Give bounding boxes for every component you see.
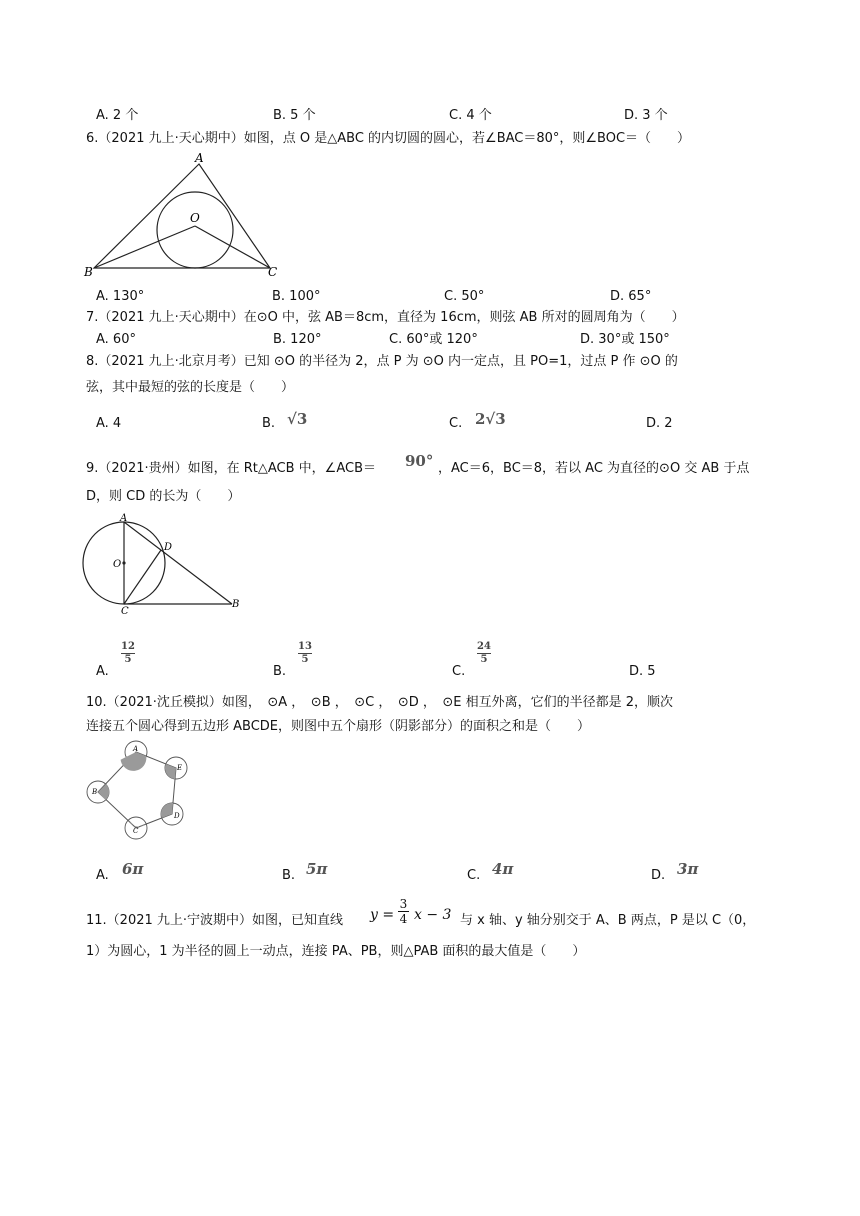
q7-option-c: C. 60°或 120° — [389, 332, 478, 347]
q8-option-c: C. — [449, 416, 463, 431]
q9-question-line1a: 9.（2021·贵州）如图，在 Rt△ACB 中，∠ACB＝ — [86, 461, 376, 476]
q10-option-a: A. — [96, 868, 109, 883]
q6-option-c: C. 50° — [444, 289, 485, 304]
fraction-numerator: 3 — [399, 897, 408, 911]
q9-option-c: C. — [452, 664, 466, 679]
q11-question-line2: 1）为圆心，1 为半径的圆上一动点，连接 PA、PB，则△PAB 面积的最大值是（ ） — [86, 944, 586, 959]
q10-question-line2: 连接五个圆心得到五边形 ABCDE，则图中五个扇形（阴影部分）的面积之和是（ ） — [86, 719, 591, 734]
q10-option-a-math: 6π — [122, 860, 144, 878]
q10-question-line1: 10.（2021·沈丘模拟）如图， ⊙A ， ⊙B ， ⊙C ， ⊙D ， ⊙E 相互外离，它们的半径都是 2，顺次 — [86, 695, 674, 710]
q9-option-b-fraction — [298, 642, 312, 665]
q10-label-a: A — [133, 745, 139, 753]
q6-label-b: B — [84, 265, 93, 279]
q9-option-d: D. 5 — [629, 664, 656, 679]
fraction-denominator: 5 — [301, 654, 309, 665]
fraction-denominator: 5 — [480, 654, 488, 665]
q5-option-d: D. 3 个 — [624, 108, 668, 123]
fraction-denominator: 4 — [399, 912, 408, 926]
q9-question-line2: D，则 CD 的长为（ ） — [86, 489, 241, 504]
q7-option-a: A. 60° — [96, 332, 136, 347]
q9-option-c-fraction — [477, 642, 491, 665]
q9-question-line1b: ，AC＝6，BC＝8，若以 AC 为直径的⊙O 交 AB 于点 — [438, 461, 750, 476]
q10-option-d: D. — [651, 868, 666, 883]
q9-option-a-fraction — [121, 642, 135, 665]
fraction-numerator: 13 — [298, 641, 312, 652]
q7-option-d: D. 30°或 150° — [580, 332, 670, 347]
q6-question-text: 6.（2021 九上·天心期中）如图，点 O 是△ABC 的内切圆的圆心，若∠BAC＝80°，则∠BOC＝（ ） — [86, 131, 691, 146]
q9-label-a: A — [120, 513, 128, 524]
q5-option-c: C. 4 个 — [449, 108, 492, 123]
q8-option-a: A. 4 — [96, 416, 122, 431]
q10-label-d: D — [174, 812, 180, 820]
q9-label-b: B — [232, 599, 240, 610]
fraction-numerator: 12 — [121, 641, 135, 652]
q11-equation-y: y = — [370, 907, 395, 923]
q10-label-c: C — [133, 827, 139, 835]
q7-question-text: 7.（2021 九上·天心期中）在⊙O 中，弦 AB＝8cm，直径为 16cm，则弦 AB 所对的圆周角为（ ） — [86, 310, 685, 325]
q8-option-d: D. 2 — [646, 416, 673, 431]
fraction-numerator: 24 — [477, 641, 491, 652]
q8-option-b-math: √3 — [287, 410, 308, 428]
q11-equation-rest: x − 3 — [414, 907, 452, 923]
q5-option-b: B. 5 个 — [273, 108, 316, 123]
fraction-denominator: 5 — [124, 654, 132, 665]
q10-option-d-math: 3π — [677, 860, 699, 878]
q6-label-o: O — [190, 211, 200, 225]
q8-question-line1: 8.（2021 九上·北京月考）已知 ⊙O 的半径为 2，点 P 为 ⊙O 内一定点，且 PO=1，过点 P 作 ⊙O 的 — [86, 354, 678, 369]
q11-question-line1a: 11.（2021 九上·宁波期中）如图，已知直线 — [86, 913, 344, 928]
q8-option-c-math: 2√3 — [475, 410, 506, 428]
q9-label-o: O — [113, 559, 122, 570]
q6-label-c: C — [268, 265, 278, 279]
q6-option-a: A. 130° — [96, 289, 145, 304]
q10-pentagon-figure — [82, 738, 194, 842]
q9-label-c: C — [121, 606, 129, 617]
q8-question-line2: 弦，其中最短的弦的长度是（ ） — [86, 380, 295, 395]
q6-label-a: A — [195, 151, 204, 165]
q9-circle-figure — [80, 512, 250, 617]
q10-option-c: C. — [467, 868, 481, 883]
q8-option-b: B. — [262, 416, 276, 431]
q10-option-b-math: 5π — [306, 860, 328, 878]
q5-option-a: A. 2 个 — [96, 108, 139, 123]
q9-option-a: A. — [96, 664, 109, 679]
q10-option-b: B. — [282, 868, 296, 883]
q9-label-d: D — [164, 542, 173, 553]
q11-equation-fraction — [398, 898, 409, 925]
q9-angle-math: 90° — [405, 452, 434, 470]
q10-option-c-math: 4π — [492, 860, 514, 878]
q11-question-line1b: 与 x 轴、y 轴分别交于 A、B 两点，P 是以 C（0， — [460, 913, 756, 928]
q10-label-b: B — [92, 788, 98, 796]
q7-option-b: B. 120° — [273, 332, 322, 347]
q9-option-b: B. — [273, 664, 287, 679]
q6-option-b: B. 100° — [272, 289, 321, 304]
q6-option-d: D. 65° — [610, 289, 652, 304]
q6-triangle-figure — [80, 150, 290, 280]
q10-label-e: E — [177, 764, 183, 772]
